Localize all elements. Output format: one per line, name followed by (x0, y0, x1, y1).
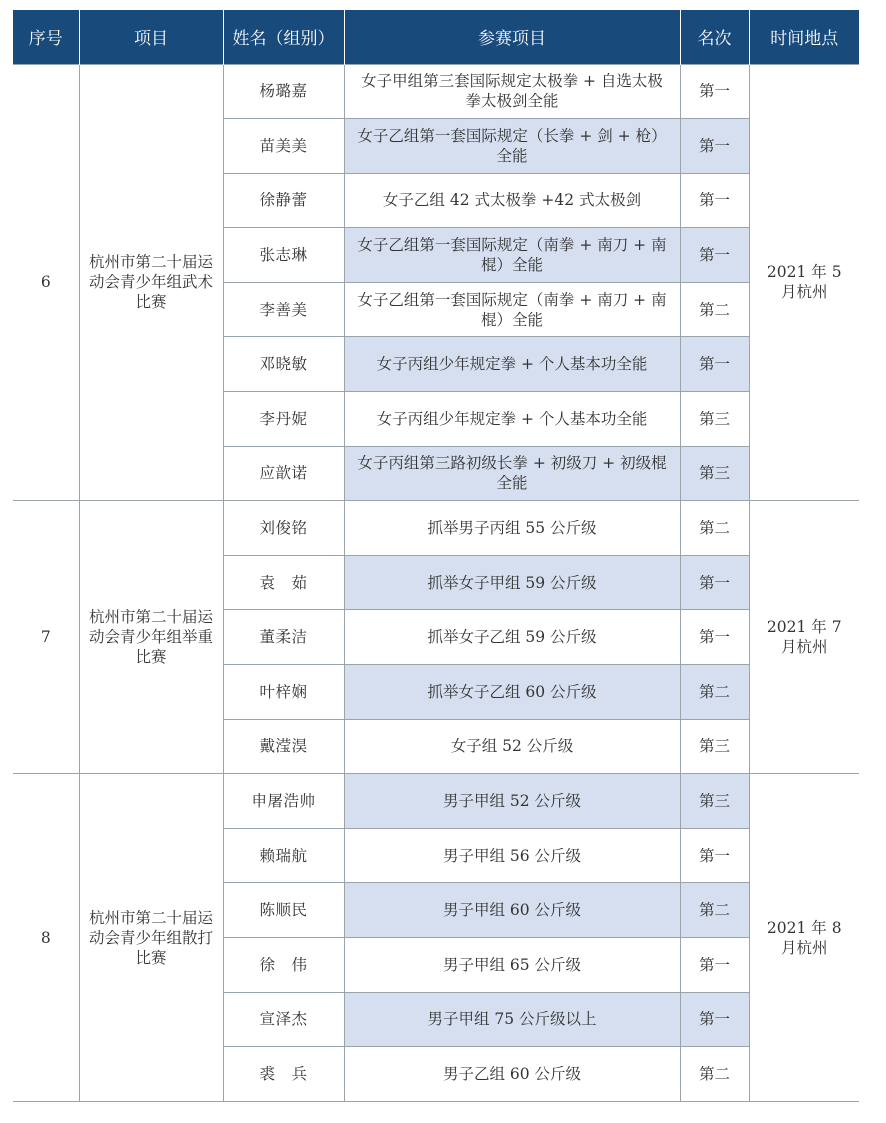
event-name: 女子组 52 公斤级 (344, 719, 680, 774)
athlete-name: 张志琳 (223, 228, 344, 283)
rank: 第一 (680, 119, 749, 174)
event-name: 女子甲组第三套国际规定太极拳 + 自选太极拳太极剑全能 (344, 64, 680, 119)
athlete-name: 刘俊铭 (223, 501, 344, 556)
rank: 第二 (680, 282, 749, 337)
event-name: 抓举女子乙组 59 公斤级 (344, 610, 680, 665)
group-project: 杭州市第二十届运动会青少年组散打比赛 (79, 774, 223, 1102)
group-number: 8 (13, 774, 79, 1102)
rank: 第一 (680, 938, 749, 993)
header-event: 参赛项目 (344, 10, 680, 64)
athlete-name: 申屠浩帅 (223, 774, 344, 829)
event-name: 女子丙组少年规定拳 + 个人基本功全能 (344, 337, 680, 392)
athlete-name: 应歆诺 (223, 446, 344, 501)
athlete-name: 叶梓娴 (223, 665, 344, 720)
athlete-name: 李善美 (223, 282, 344, 337)
event-name: 男子甲组 56 公斤级 (344, 828, 680, 883)
athlete-name: 陈顺民 (223, 883, 344, 938)
event-name: 女子乙组第一套国际规定（南拳 + 南刀 + 南棍）全能 (344, 282, 680, 337)
group-number: 6 (13, 64, 79, 501)
group-project: 杭州市第二十届运动会青少年组举重比赛 (79, 501, 223, 774)
athlete-name: 裘 兵 (223, 1047, 344, 1102)
table-row (13, 64, 859, 119)
rank: 第二 (680, 665, 749, 720)
event-name: 男子甲组 65 公斤级 (344, 938, 680, 993)
table-body (13, 64, 859, 1101)
event-name: 男子乙组 60 公斤级 (344, 1047, 680, 1102)
rank: 第一 (680, 610, 749, 665)
event-name: 女子乙组第一套国际规定（长拳 + 剑 + 枪）全能 (344, 119, 680, 174)
athlete-name: 徐静蕾 (223, 173, 344, 228)
rank: 第二 (680, 501, 749, 556)
rank: 第一 (680, 992, 749, 1047)
group-project: 杭州市第二十届运动会青少年组武术比赛 (79, 64, 223, 501)
time-place: 2021 年 8 月杭州 (749, 774, 859, 1102)
athlete-name: 杨璐嘉 (223, 64, 344, 119)
table-row (13, 501, 859, 556)
athlete-name: 徐 伟 (223, 938, 344, 993)
header-rank: 名次 (680, 10, 749, 64)
header-no: 序号 (13, 10, 79, 64)
event-name: 男子甲组 60 公斤级 (344, 883, 680, 938)
header-name: 姓名（组别） (223, 10, 344, 64)
athlete-name: 董柔洁 (223, 610, 344, 665)
header-row (13, 10, 859, 64)
event-name: 抓举女子乙组 60 公斤级 (344, 665, 680, 720)
time-place: 2021 年 7 月杭州 (749, 501, 859, 774)
athlete-name: 苗美美 (223, 119, 344, 174)
header-project: 项目 (79, 10, 223, 64)
table-row (13, 774, 859, 829)
event-name: 男子甲组 75 公斤级以上 (344, 992, 680, 1047)
event-name: 抓举男子丙组 55 公斤级 (344, 501, 680, 556)
athlete-name: 戴滢淏 (223, 719, 344, 774)
rank: 第一 (680, 337, 749, 392)
header-time-place: 时间地点 (749, 10, 859, 64)
event-name: 男子甲组 52 公斤级 (344, 774, 680, 829)
event-name: 女子乙组 42 式太极拳 +42 式太极剑 (344, 173, 680, 228)
rank: 第二 (680, 883, 749, 938)
rank: 第三 (680, 719, 749, 774)
event-name: 女子乙组第一套国际规定（南拳 + 南刀 + 南棍）全能 (344, 228, 680, 283)
rank: 第一 (680, 555, 749, 610)
athlete-name: 李丹妮 (223, 392, 344, 447)
athlete-name: 赖瑞航 (223, 828, 344, 883)
athlete-name: 宣泽杰 (223, 992, 344, 1047)
event-name: 抓举女子甲组 59 公斤级 (344, 555, 680, 610)
event-name: 女子丙组少年规定拳 + 个人基本功全能 (344, 392, 680, 447)
rank: 第三 (680, 774, 749, 829)
rank: 第一 (680, 828, 749, 883)
athlete-name: 邓晓敏 (223, 337, 344, 392)
rank: 第三 (680, 392, 749, 447)
rank: 第一 (680, 64, 749, 119)
rank: 第一 (680, 173, 749, 228)
awards-table (13, 10, 859, 1102)
rank: 第三 (680, 446, 749, 501)
group-number: 7 (13, 501, 79, 774)
rank: 第二 (680, 1047, 749, 1102)
event-name: 女子丙组第三路初级长拳 + 初级刀 + 初级棍全能 (344, 446, 680, 501)
time-place: 2021 年 5 月杭州 (749, 64, 859, 501)
rank: 第一 (680, 228, 749, 283)
athlete-name: 袁 茹 (223, 555, 344, 610)
table-header (13, 10, 859, 64)
